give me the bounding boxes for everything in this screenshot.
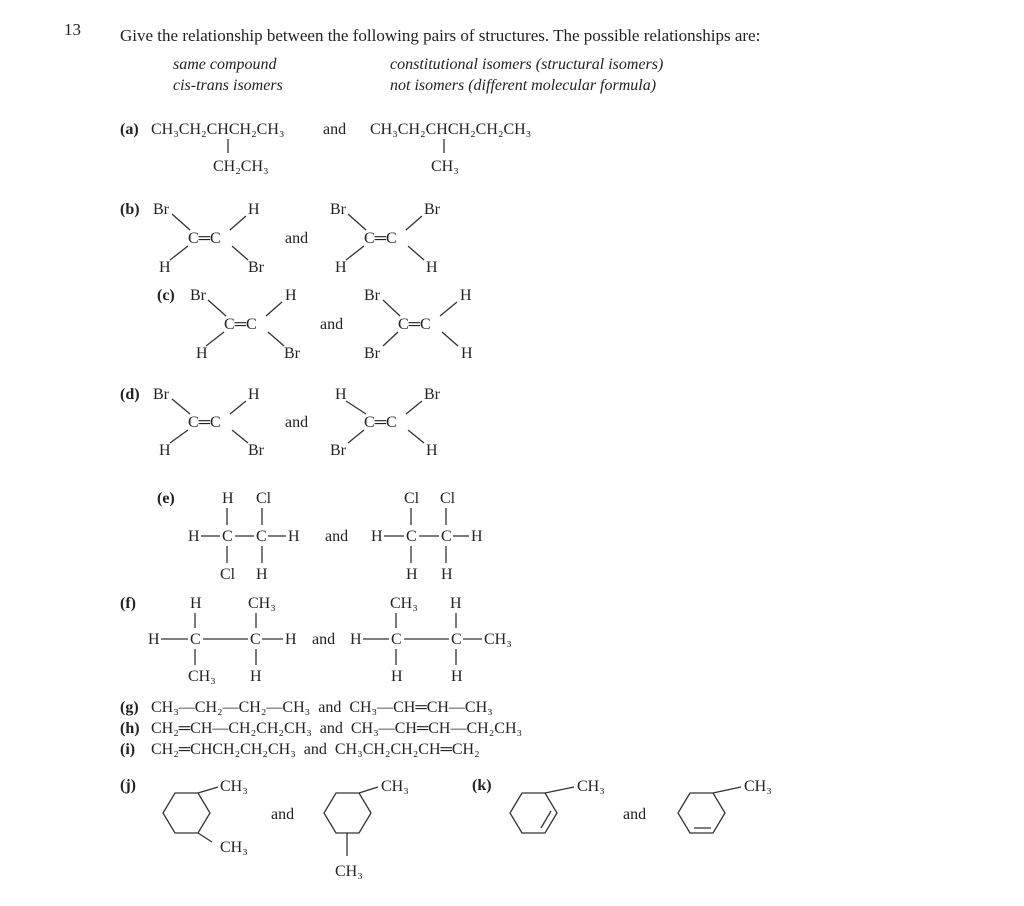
- atom-h: H: [471, 528, 483, 545]
- double-bond-cc: C═C: [224, 316, 257, 333]
- item-h-formulas: CH₂═CH—CH₂CH₂CH₃ and CH₃—CH═CH—CH₂CH₃: [151, 720, 523, 737]
- bond: [170, 246, 188, 260]
- atom-cl: Cl: [404, 490, 420, 507]
- atom-h: H: [450, 595, 462, 612]
- methyl: CH₃: [484, 631, 512, 648]
- atom-cl: Cl: [256, 490, 272, 507]
- j-and: and: [271, 806, 295, 823]
- bond: [406, 216, 422, 230]
- atom-h: H: [159, 442, 171, 459]
- bond: [198, 787, 218, 793]
- atom-br: Br: [424, 386, 440, 403]
- methyl: CH₃: [220, 778, 248, 795]
- a-right-formula: CH₃CH₂CHCH₂CH₂CH₃: [370, 121, 532, 138]
- option-not-isomers: not isomers (different molecular formula): [390, 77, 657, 94]
- label-h: (h): [120, 720, 140, 737]
- atom-h: H: [159, 259, 171, 276]
- bond: [408, 430, 424, 443]
- methyl: CH₃: [577, 778, 605, 795]
- option-constitutional: constitutional isomers (structural isomers): [390, 56, 664, 73]
- problem-prompt: Give the relationship between the following pairs of structures. The possible relationships are:: [120, 26, 761, 45]
- label-e: (e): [157, 490, 175, 507]
- bond: [346, 401, 366, 414]
- atom-h: H: [461, 345, 473, 362]
- atom-h: H: [426, 442, 438, 459]
- atom-c: C: [250, 631, 261, 648]
- item-c: [157, 287, 473, 362]
- d-and: and: [285, 414, 309, 431]
- atom-c: C: [222, 528, 233, 545]
- bond: [266, 302, 282, 316]
- bond: [359, 787, 378, 793]
- a-and: and: [323, 121, 347, 138]
- atom-cl: Cl: [440, 490, 456, 507]
- atom-c: C: [441, 528, 452, 545]
- bond: [442, 332, 458, 346]
- atom-h: H: [250, 668, 262, 685]
- atom-h: H: [285, 631, 297, 648]
- a-right-branch: CH₃: [431, 158, 459, 175]
- atom-c: C: [391, 631, 402, 648]
- b-and: and: [285, 230, 309, 247]
- bond: [346, 246, 364, 260]
- atom-h: H: [148, 631, 160, 648]
- e-and: and: [325, 528, 349, 545]
- item-b: [120, 201, 441, 276]
- bond: [713, 787, 741, 793]
- cyclohexane-ring: [324, 793, 371, 833]
- bond: [406, 401, 422, 414]
- label-a: (a): [120, 121, 139, 138]
- atom-c: C: [451, 631, 462, 648]
- item-g-formulas: CH₃—CH₂—CH₂—CH₃ and CH₃—CH═CH—CH₃: [151, 699, 493, 716]
- bond: [232, 430, 248, 443]
- atom-h: H: [248, 386, 260, 403]
- a-left-formula: CH₃CH₂CHCH₂CH₃: [151, 121, 285, 138]
- item-d: [120, 386, 441, 459]
- methyl: CH₃: [188, 668, 216, 685]
- atom-c: C: [190, 631, 201, 648]
- atom-br: Br: [330, 442, 346, 459]
- atom-c: C: [406, 528, 417, 545]
- label-k: (k): [472, 777, 492, 794]
- k-and: and: [623, 806, 647, 823]
- atom-br: Br: [330, 201, 346, 218]
- double-bond-cc: C═C: [398, 316, 431, 333]
- methyl: CH₃: [220, 839, 248, 856]
- atom-c: C: [256, 528, 267, 545]
- atom-br: Br: [153, 201, 169, 218]
- atom-br: Br: [364, 287, 380, 304]
- methyl: CH₃: [744, 778, 772, 795]
- atom-h: H: [426, 259, 438, 276]
- double-bond-cc: C═C: [364, 230, 397, 247]
- atom-h: H: [371, 528, 383, 545]
- atom-br: Br: [190, 287, 206, 304]
- methyl: CH₃: [390, 595, 418, 612]
- cyclohexane-ring: [163, 793, 210, 833]
- atom-h: H: [222, 490, 234, 507]
- item-a: [120, 121, 531, 175]
- label-f: (f): [120, 595, 136, 612]
- atom-br: Br: [248, 259, 264, 276]
- bond: [230, 216, 246, 230]
- bond: [206, 332, 224, 346]
- f-and: and: [312, 631, 336, 648]
- atom-h: H: [350, 631, 362, 648]
- atom-h: H: [406, 566, 418, 583]
- atom-h: H: [190, 595, 202, 612]
- double-bond-cc: C═C: [364, 414, 397, 431]
- bond: [545, 787, 574, 793]
- label-g: (g): [120, 699, 139, 716]
- a-left-branch: CH₂CH₃: [213, 158, 269, 175]
- double-bond-cc: C═C: [188, 230, 221, 247]
- bond: [170, 430, 188, 443]
- atom-br: Br: [364, 345, 380, 362]
- bond: [198, 833, 212, 842]
- c-and: and: [320, 316, 344, 333]
- bond: [408, 246, 424, 260]
- atom-br: Br: [248, 442, 264, 459]
- atom-h: H: [391, 668, 403, 685]
- label-b: (b): [120, 201, 140, 218]
- bond: [230, 401, 246, 414]
- bond: [383, 300, 400, 316]
- item-k: [472, 777, 772, 833]
- atom-h: H: [335, 386, 347, 403]
- bond: [383, 332, 398, 346]
- bond: [268, 332, 284, 346]
- label-c: (c): [157, 287, 175, 304]
- bond: [172, 399, 190, 414]
- bond: [232, 246, 248, 260]
- label-i: (i): [120, 741, 136, 758]
- atom-cl: Cl: [220, 566, 236, 583]
- cyclohexene-ring: [678, 793, 725, 833]
- atom-h: H: [441, 566, 453, 583]
- atom-h: H: [451, 668, 463, 685]
- atom-br: Br: [284, 345, 300, 362]
- item-j: [120, 777, 409, 880]
- atom-br: Br: [424, 201, 440, 218]
- atom-h: H: [285, 287, 297, 304]
- atom-h: H: [248, 201, 260, 218]
- item-i-formulas: CH₂═CHCH₂CH₂CH₃ and CH₃CH₂CH₂CH═CH₂: [151, 741, 480, 758]
- option-same-compound: same compound: [173, 56, 277, 73]
- bond: [172, 214, 190, 230]
- atom-h: H: [335, 259, 347, 276]
- bond: [208, 300, 226, 316]
- option-cis-trans: cis-trans isomers: [173, 77, 283, 94]
- methyl: CH₃: [381, 778, 409, 795]
- problem-number: 13: [64, 20, 81, 39]
- bond: [348, 430, 364, 443]
- label-d: (d): [120, 386, 140, 403]
- item-e: [157, 490, 483, 583]
- atom-h: H: [256, 566, 268, 583]
- atom-h: H: [460, 287, 472, 304]
- atom-h: H: [188, 528, 200, 545]
- bond: [348, 214, 366, 230]
- atom-h: H: [196, 345, 208, 362]
- methyl: CH₃: [248, 595, 276, 612]
- item-f: [120, 595, 512, 685]
- methyl: CH₃: [335, 863, 363, 880]
- atom-h: H: [288, 528, 300, 545]
- atom-br: Br: [153, 386, 169, 403]
- label-j: (j): [120, 777, 136, 794]
- bond: [440, 302, 457, 316]
- double-bond-cc: C═C: [188, 414, 221, 431]
